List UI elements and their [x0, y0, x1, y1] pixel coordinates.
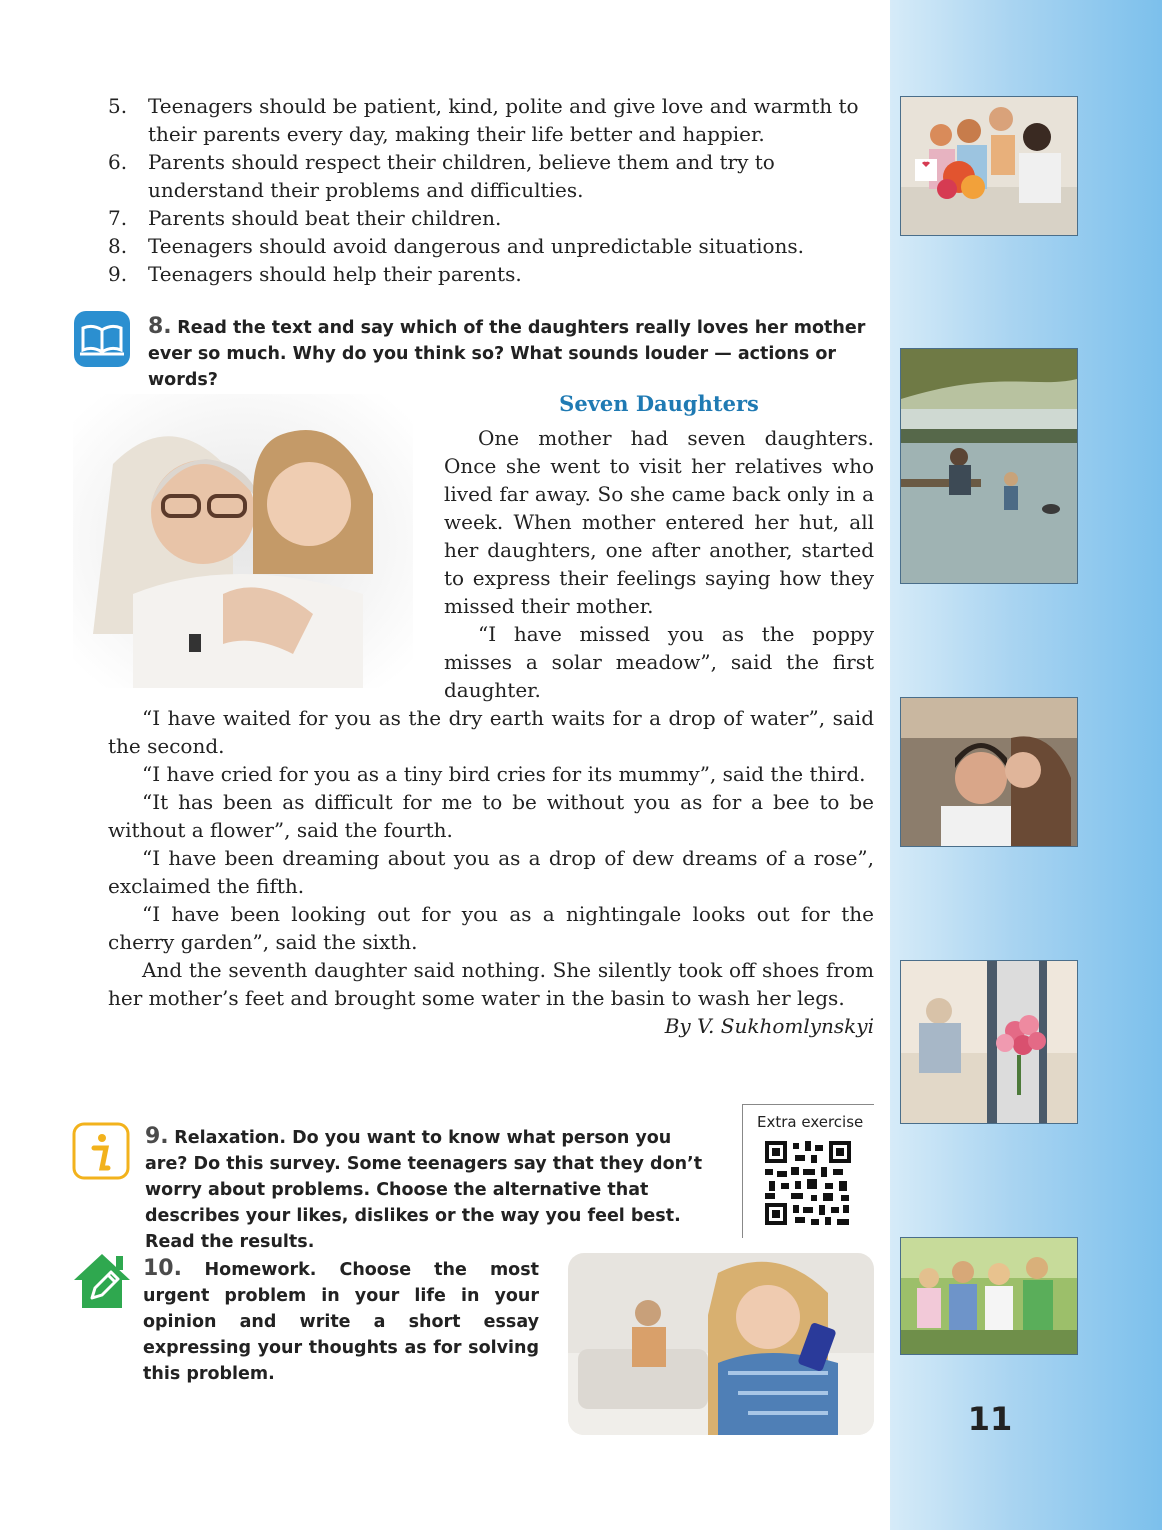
family-flowers-photo — [900, 96, 1078, 236]
task-number: 9. — [145, 1124, 169, 1149]
extra-exercise-label: Extra exercise — [757, 1113, 864, 1131]
story-paragraph: One mother had seven daughters. Once she went to visit her relatives who lived far away. So she came back only in a week. When mother entered her hut, all her daughters, one after another, started to express their feelings saying how they missed their mother. — [444, 426, 874, 618]
task-number: 8. — [148, 314, 172, 339]
story-title: Seven Daughters — [559, 391, 759, 416]
info-icon — [72, 1122, 130, 1184]
task-8 — [148, 314, 878, 393]
task-10 — [143, 1256, 539, 1387]
list-item-text: Parents should beat their children. — [148, 206, 502, 230]
flowers-behind-back-photo — [900, 960, 1078, 1124]
task-text: Homework. Choose the most urgent problem in your life in your opinion and write a short essay expressing your thoughts as for solving this problem. — [143, 1260, 539, 1384]
list-item-text: Parents should respect their children, believe them and try to understand their problems and difficulties. — [148, 150, 775, 202]
story-paragraph: “I have waited for you as the dry earth waits for a drop of water”, said the second. — [108, 706, 874, 758]
list-item: 6. Parents should respect their children, believe them and try to understand their problems and difficulties. — [108, 148, 878, 204]
story-text-top — [444, 424, 874, 704]
story-text-bottom — [108, 704, 874, 1040]
mother-daughter-photo — [73, 394, 413, 688]
story-paragraph: “I have cried for you as a tiny bird cries for its mummy”, said the third. — [142, 762, 866, 786]
task-number: 10. — [143, 1256, 182, 1281]
family-garden-photo — [900, 1237, 1078, 1355]
list-item: 9. Teenagers should help their parents. — [108, 260, 878, 288]
task-9 — [145, 1124, 705, 1255]
story-paragraph: And the seventh daughter said nothing. She silently took off shoes from her mother’s feet and brought some water in the basin to wash her legs. — [108, 958, 874, 1010]
list-item-text: Teenagers should avoid dangerous and unpredictable situations. — [148, 234, 805, 258]
list-item-text: Teenagers should help their parents. — [148, 262, 522, 286]
teen-with-phone-photo — [568, 1253, 874, 1435]
story-paragraph: “It has been as difficult for me to be without you as for a bee to be without a flower”, said the fourth. — [108, 790, 874, 842]
story-paragraph: “I have been dreaming about you as a drop of dew dreams of a rose”, exclaimed the fifth. — [108, 846, 874, 898]
story-author: By V. Sukhomlynskyi — [664, 1014, 874, 1038]
qr-code-icon[interactable] — [765, 1141, 851, 1229]
list-item: 8. Teenagers should avoid dangerous and unpredictable situations. — [108, 232, 878, 260]
page-number: 11 — [967, 1400, 1013, 1438]
story-paragraph: “I have missed you as the poppy misses a solar meadow”, said the first daughter. — [444, 622, 874, 702]
task-text: Relaxation. Do you want to know what person you are? Do this survey. Some teenagers say that they don’t worry about problems. Choose the alternative that describes your likes, dislikes or the way you feel best. Read the results. — [145, 1128, 703, 1252]
house-pencil-icon — [72, 1250, 132, 1314]
task-text: Read the text and say which of the daughters really loves her mother ever so much. Why do you think so? What sounds louder — actions or words? — [148, 318, 866, 390]
statements-list — [108, 92, 878, 288]
story-paragraph: “I have been looking out for you as a nightingale looks out for the cherry garden”, said the sixth. — [108, 902, 874, 954]
list-item: 7. Parents should beat their children. — [108, 204, 878, 232]
list-item: 5. Teenagers should be patient, kind, polite and give love and warmth to their parents every day, making their life better and happier. — [108, 92, 878, 148]
lake-mother-child-photo — [900, 348, 1078, 584]
extra-exercise-box — [742, 1104, 874, 1238]
mother-daughter-kiss-photo — [900, 697, 1078, 847]
open-book-icon — [73, 310, 131, 372]
list-item-text: Teenagers should be patient, kind, polite and give love and warmth to their parents every day, making their life better and happier. — [148, 94, 859, 146]
